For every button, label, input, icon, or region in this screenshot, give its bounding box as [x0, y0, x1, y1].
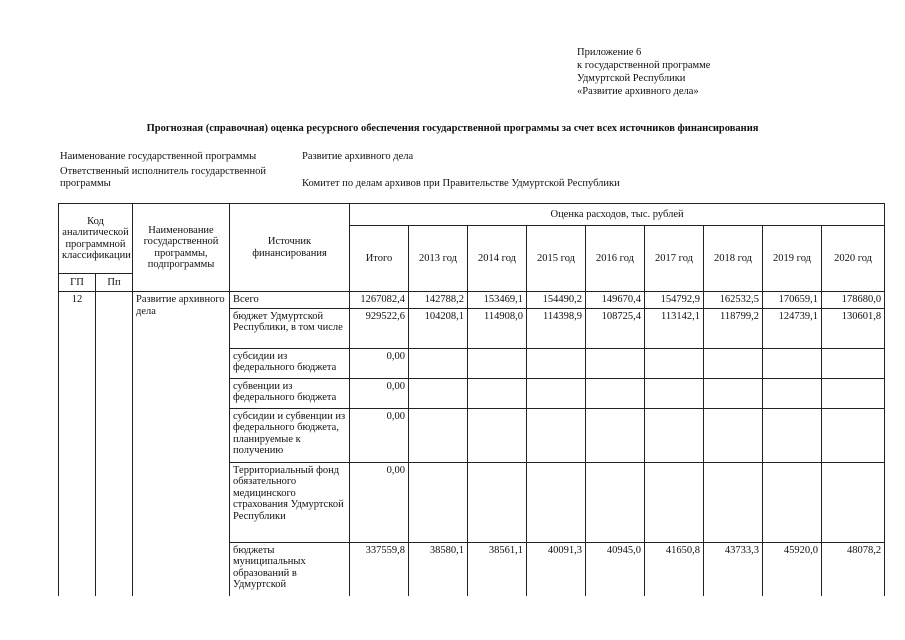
header-col-2018: 2018 год — [704, 226, 763, 292]
cell-value — [527, 378, 586, 408]
cell-value: 149670,4 — [586, 292, 645, 309]
executor-value: Комитет по делам архивов при Правительстве Удмуртской Республики — [302, 178, 620, 189]
cell-value: 154792,9 — [645, 292, 704, 309]
cell-value — [586, 348, 645, 378]
cell-value: 0,00 — [350, 378, 409, 408]
appendix-line: Удмуртской Республики — [577, 73, 686, 84]
document-title: Прогнозная (справочная) оценка ресурсного обеспечения государственной программы за счет всех источников финансирования — [146, 123, 759, 134]
cell-value — [763, 408, 822, 462]
cell-value — [409, 462, 468, 542]
cell-value — [645, 348, 704, 378]
cell-value — [763, 462, 822, 542]
cell-value: 0,00 — [350, 348, 409, 378]
program-name: Развитие архивного дела — [133, 292, 230, 597]
cell-value — [704, 462, 763, 542]
resource-table — [58, 203, 885, 596]
cell-value — [586, 378, 645, 408]
cell-value — [468, 462, 527, 542]
cell-value: 118799,2 — [704, 308, 763, 348]
header-estimate: Оценка расходов, тыс. рублей — [350, 204, 885, 226]
program-pp — [96, 292, 133, 597]
cell-value — [527, 408, 586, 462]
cell-value: 170659,1 — [763, 292, 822, 309]
header-col-2015: 2015 год — [527, 226, 586, 292]
cell-value: 114398,9 — [527, 308, 586, 348]
cell-value: 153469,1 — [468, 292, 527, 309]
appendix-line: к государственной программе — [577, 60, 711, 71]
program-gp: 12 — [59, 292, 96, 597]
cell-value — [527, 348, 586, 378]
header-col-total: Итого — [350, 226, 409, 292]
cell-value: 178680,0 — [822, 292, 885, 309]
cell-value: 1267082,4 — [350, 292, 409, 309]
appendix-line: Приложение 6 — [577, 47, 642, 58]
header-code: Код аналитической программной классификации — [59, 204, 133, 274]
table-row — [59, 292, 885, 309]
cell-value: 48078,2 — [822, 542, 885, 596]
cell-value — [763, 378, 822, 408]
cell-value — [704, 378, 763, 408]
cell-value — [645, 408, 704, 462]
cell-value — [645, 462, 704, 542]
cell-value — [527, 462, 586, 542]
cell-value: 130601,8 — [822, 308, 885, 348]
cell-value: 43733,3 — [704, 542, 763, 596]
row-source: бюджет Удмуртской Республики, в том числе — [230, 308, 350, 348]
cell-value — [468, 408, 527, 462]
cell-value: 41650,8 — [645, 542, 704, 596]
cell-value — [822, 462, 885, 542]
cell-value — [763, 348, 822, 378]
cell-value: 45920,0 — [763, 542, 822, 596]
cell-value: 38580,1 — [409, 542, 468, 596]
cell-value: 108725,4 — [586, 308, 645, 348]
program-label: Наименование государственной программы — [60, 151, 257, 162]
program-value: Развитие архивного дела — [302, 151, 414, 162]
row-source: Всего — [230, 292, 350, 309]
header-pp: Пп — [96, 274, 133, 292]
cell-value: 929522,6 — [350, 308, 409, 348]
header-name: Наименование государственной программы, подпрограммы — [133, 204, 230, 292]
cell-value — [645, 378, 704, 408]
cell-value — [586, 408, 645, 462]
cell-value — [409, 378, 468, 408]
row-source: субвенции из федерального бюджета — [230, 378, 350, 408]
cell-value — [704, 348, 763, 378]
header-row-1 — [59, 204, 885, 226]
header-col-2016: 2016 год — [586, 226, 645, 292]
cell-value — [704, 408, 763, 462]
header-gp: ГП — [59, 274, 96, 292]
cell-value: 40945,0 — [586, 542, 645, 596]
cell-value: 38561,1 — [468, 542, 527, 596]
cell-value — [822, 408, 885, 462]
row-source: субсидии из федерального бюджета — [230, 348, 350, 378]
cell-value: 114908,0 — [468, 308, 527, 348]
executor-label: Ответственный исполнитель государственной программы — [60, 166, 267, 189]
cell-value: 162532,5 — [704, 292, 763, 309]
cell-value — [822, 378, 885, 408]
row-source: субсидии и субвенции из федерального бюджета, планируемые к получению — [230, 408, 350, 462]
cell-value — [468, 378, 527, 408]
appendix-line: «Развитие архивного дела» — [577, 86, 699, 97]
cell-value: 0,00 — [350, 462, 409, 542]
cell-value: 0,00 — [350, 408, 409, 462]
cell-value — [468, 348, 527, 378]
cell-value: 337559,8 — [350, 542, 409, 596]
cell-value: 104208,1 — [409, 308, 468, 348]
header-col-2013: 2013 год — [409, 226, 468, 292]
row-source: Территориальный фонд обязательного медицинского страхования Удмуртской Республики — [230, 462, 350, 542]
cell-value: 113142,1 — [645, 308, 704, 348]
header-source: Источник финансирования — [230, 204, 350, 292]
cell-value: 142788,2 — [409, 292, 468, 309]
header-col-2019: 2019 год — [763, 226, 822, 292]
header-col-2020: 2020 год — [822, 226, 885, 292]
cell-value: 154490,2 — [527, 292, 586, 309]
cell-value — [409, 348, 468, 378]
cell-value — [822, 348, 885, 378]
cell-value — [409, 408, 468, 462]
cell-value — [586, 462, 645, 542]
header-col-2017: 2017 год — [645, 226, 704, 292]
cell-value: 124739,1 — [763, 308, 822, 348]
header-col-2014: 2014 год — [468, 226, 527, 292]
appendix-note — [577, 46, 710, 98]
cell-value: 40091,3 — [527, 542, 586, 596]
row-source: бюджеты муниципальных образований в Удмуртской — [230, 542, 350, 596]
